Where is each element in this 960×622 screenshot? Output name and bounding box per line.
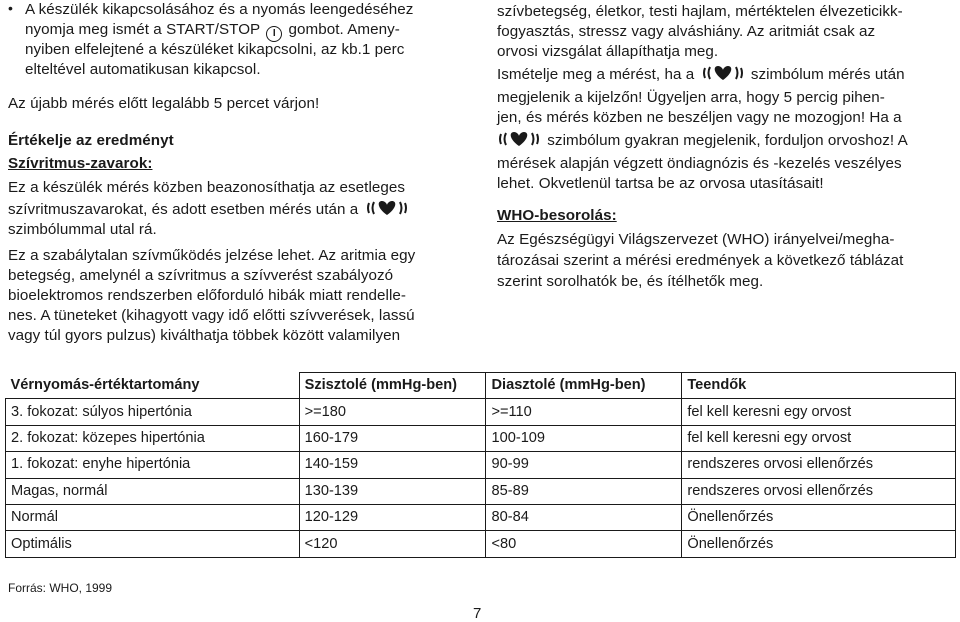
table-row [6, 425, 956, 451]
cell-systolic: 130-139 [299, 478, 486, 504]
right-line-7b: szimbólum gyakran megjelenik, forduljon orvoshoz! A [547, 132, 908, 149]
bullet-text-line-1: A készülék kikapcsolásához és a nyomás leengedéséhez [25, 1, 414, 18]
right-line-4 [497, 64, 905, 85]
para2-line-2: betegség, amelynél a szívritmus a szívverést szabályozó [8, 267, 394, 284]
cell-systolic: 140-159 [299, 452, 486, 478]
cell-systolic: 160-179 [299, 425, 486, 451]
header-actions: Teendők [682, 373, 956, 399]
bullet-text-line-2 [25, 20, 400, 42]
header-range: Vérnyomás-értéktartomány [6, 373, 300, 399]
cell-systolic: 120-129 [299, 504, 486, 530]
bullet-dot: • [8, 0, 13, 16]
cell-action: rendszeres orvosi ellenőrzés [682, 452, 956, 478]
who-line-2: tározásai szerint a mérési eredmények a következő táblázat [497, 252, 904, 269]
para1-line-2 [8, 199, 411, 220]
header-systolic: Szisztolé (mmHg-ben) [299, 373, 486, 399]
page-number: 7 [473, 605, 482, 622]
irregular-heartbeat-icon [701, 64, 745, 82]
para2-line-4: nes. A tüneteket (kihagyott vagy idő előtti szívverések, lassú [8, 307, 415, 324]
right-line-5: megjelenik a kijelzőn! Ügyeljen arra, hogy 5 percig pihen- [497, 89, 885, 106]
power-button-icon: I [266, 26, 282, 42]
cell-systolic: >=180 [299, 399, 486, 425]
cell-diastolic: 90-99 [486, 452, 682, 478]
para1-line-3: szimbólummal utal rá. [8, 221, 157, 238]
right-line-6: jen, és mérés közben ne beszéljen vagy ne mozogjon! Ha a [497, 109, 902, 126]
cell-range: Optimális [6, 531, 300, 557]
cell-diastolic: <80 [486, 531, 682, 557]
cell-range: 2. fokozat: közepes hipertónia [6, 425, 300, 451]
para1-line-1: Ez a készülék mérés közben beazonosíthatja az esetleges [8, 179, 406, 196]
wait-instruction: Az újabb mérés előtt legalább 5 percet várjon! [8, 95, 320, 112]
right-line-9: lehet. Okvetlenül tartsa be az orvosa utasításait! [497, 175, 824, 192]
table-header-row [6, 373, 956, 399]
cell-action: fel kell keresni egy orvost [682, 399, 956, 425]
who-line-1: Az Egészségügyi Világszervezet (WHO) irányelvei/megha- [497, 231, 895, 248]
bullet-text-line-3: nyiben elfelejtené a készüléket kikapcsolni, az kb.1 perc [25, 41, 405, 58]
source-note: Forrás: WHO, 1999 [8, 581, 113, 595]
cell-systolic: <120 [299, 531, 486, 557]
bullet-text-line-2b: gombot. Ameny- [288, 21, 400, 38]
cell-range: Normál [6, 504, 300, 530]
right-line-2: fogyasztás, stressz vagy alváshiány. Az aritmiát csak az [497, 23, 876, 40]
right-line-4a: Ismételje meg a mérést, ha a [497, 66, 695, 83]
bullet-text-line-4: elteltével automatikusan kikapcsol. [25, 61, 261, 78]
right-line-1: szívbetegség, életkor, testi hajlam, mértéktelen élvezeticikk- [497, 3, 903, 20]
cell-diastolic: 80-84 [486, 504, 682, 530]
blood-pressure-table [5, 372, 956, 558]
cell-action: rendszeres orvosi ellenőrzés [682, 478, 956, 504]
irregular-heartbeat-icon [365, 199, 409, 217]
cell-range: 1. fokozat: enyhe hipertónia [6, 452, 300, 478]
para2-line-5: vagy túl gyors pulzus) kiválthatja többek között valamilyen [8, 327, 401, 344]
cell-action: fel kell keresni egy orvost [682, 425, 956, 451]
table-row [6, 478, 956, 504]
eval-heading: Értékelje az eredményt [8, 132, 174, 149]
cell-range: 3. fokozat: súlyos hipertónia [6, 399, 300, 425]
right-line-3: orvosi vizsgálat állapíthatja meg. [497, 43, 719, 60]
cell-diastolic: 100-109 [486, 425, 682, 451]
who-heading: WHO-besorolás: [497, 207, 617, 224]
cell-action: Önellenőrzés [682, 504, 956, 530]
bullet-text-line-2a: nyomja meg ismét a START/STOP [25, 21, 260, 38]
cell-action: Önellenőrzés [682, 531, 956, 557]
cell-diastolic: >=110 [486, 399, 682, 425]
table-row [6, 399, 956, 425]
arrhythmia-heading: Szívritmus-zavarok: [8, 155, 153, 172]
header-diastolic: Diasztolé (mmHg-ben) [486, 373, 682, 399]
table-row [6, 531, 956, 557]
para1-line-2-text: szívritmuszavarokat, és adott esetben mérés után a [8, 201, 359, 218]
table-row [6, 452, 956, 478]
table-row [6, 504, 956, 530]
who-line-3: szerint sorolhatók be, és ítélhetők meg. [497, 273, 764, 290]
cell-diastolic: 85-89 [486, 478, 682, 504]
right-line-7 [497, 130, 908, 151]
para2-line-3: bioelektromos rendszerben előforduló hibák miatt rendelle- [8, 287, 406, 304]
right-line-8: mérések alapján végzett öndiagnózis és -kezelés veszélyes [497, 155, 902, 172]
cell-range: Magas, normál [6, 478, 300, 504]
para2-line-1: Ez a szabálytalan szívműködés jelzése lehet. Az aritmia egy [8, 247, 416, 264]
right-line-4b: szimbólum mérés után [750, 66, 905, 83]
irregular-heartbeat-icon [497, 130, 541, 148]
